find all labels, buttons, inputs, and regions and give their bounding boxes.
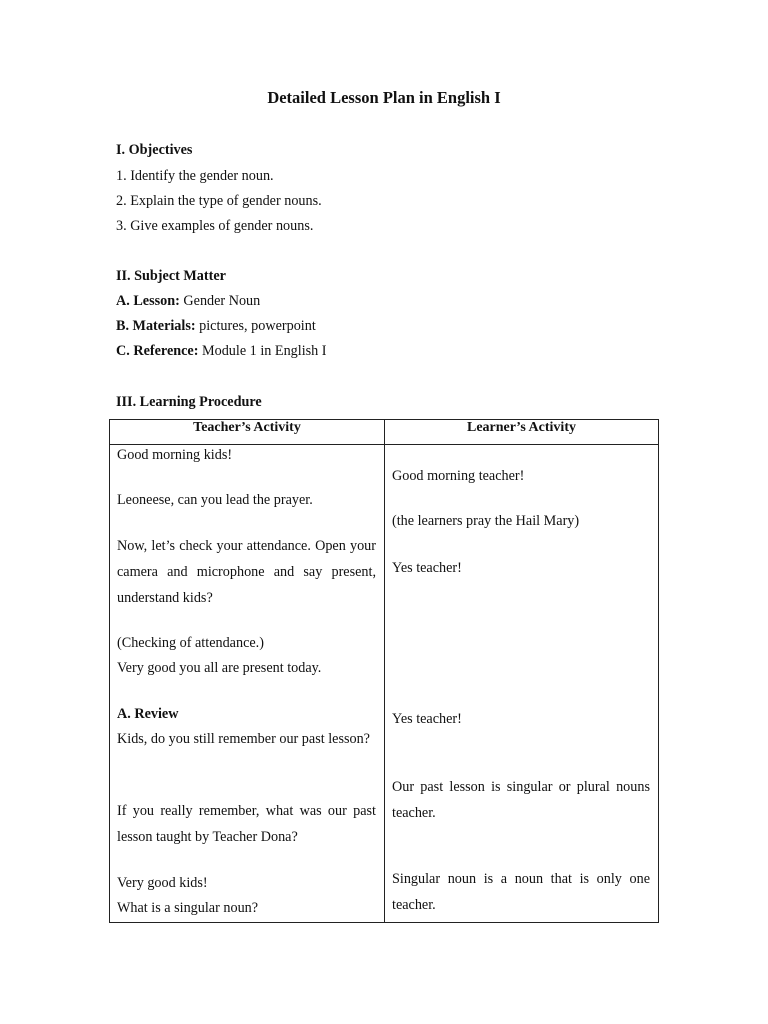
procedure-heading: III. Learning Procedure [116, 394, 262, 410]
review-heading: A. Review [117, 706, 179, 722]
teacher-line: Now, let’s check your attendance. Open your camera and microphone and say present, understand kids? [117, 538, 376, 606]
learner-line: (the learners pray the Hail Mary) [392, 513, 580, 529]
reference-label: C. Reference: [116, 343, 199, 359]
table-row [110, 445, 659, 923]
reference-row [116, 343, 327, 360]
learner-activity-cell [385, 445, 659, 923]
teacher-line: Good morning kids! [117, 447, 233, 463]
lesson-row [116, 293, 260, 310]
document-title: Detailed Lesson Plan in English I [267, 88, 501, 107]
teacher-line: If you really remember, what was our past lesson taught by Teacher Dona? [117, 803, 376, 845]
learner-line: Good morning teacher! [392, 468, 525, 484]
materials-row [116, 318, 316, 335]
lesson-label: A. Lesson: [116, 293, 180, 309]
teacher-activity-cell [110, 445, 385, 923]
materials-label: B. Materials: [116, 318, 196, 334]
reference-value: Module 1 in English I [202, 343, 327, 359]
objectives-heading: I. Objectives [116, 142, 193, 158]
teacher-line: Very good you all are present today. [117, 660, 322, 676]
teacher-line: What is a singular noun? [117, 900, 259, 916]
table-header-row [110, 420, 659, 445]
objective-item: 3. Give examples of gender nouns. [116, 218, 314, 234]
objective-item: 1. Identify the gender noun. [116, 168, 274, 184]
learner-line: Singular noun is a noun that is only one teacher. [392, 871, 650, 913]
teacher-line: Kids, do you still remember our past lesson? [117, 731, 370, 747]
subject-matter-heading: II. Subject Matter [116, 268, 226, 284]
teacher-line: Very good kids! [117, 875, 208, 891]
learner-line: Our past lesson is singular or plural nouns teacher. [392, 779, 650, 821]
materials-value: pictures, powerpoint [199, 318, 316, 334]
learner-activity-header: Learner’s Activity [385, 420, 659, 445]
learner-line: Yes teacher! [392, 711, 462, 727]
teacher-line: (Checking of attendance.) [117, 635, 264, 651]
teacher-line: Leoneese, can you lead the prayer. [117, 492, 313, 508]
learner-line: Yes teacher! [392, 560, 462, 576]
teacher-activity-header: Teacher’s Activity [110, 420, 385, 445]
objective-item: 2. Explain the type of gender nouns. [116, 193, 322, 209]
learning-procedure-table [109, 419, 659, 923]
lesson-value: Gender Noun [183, 293, 261, 309]
